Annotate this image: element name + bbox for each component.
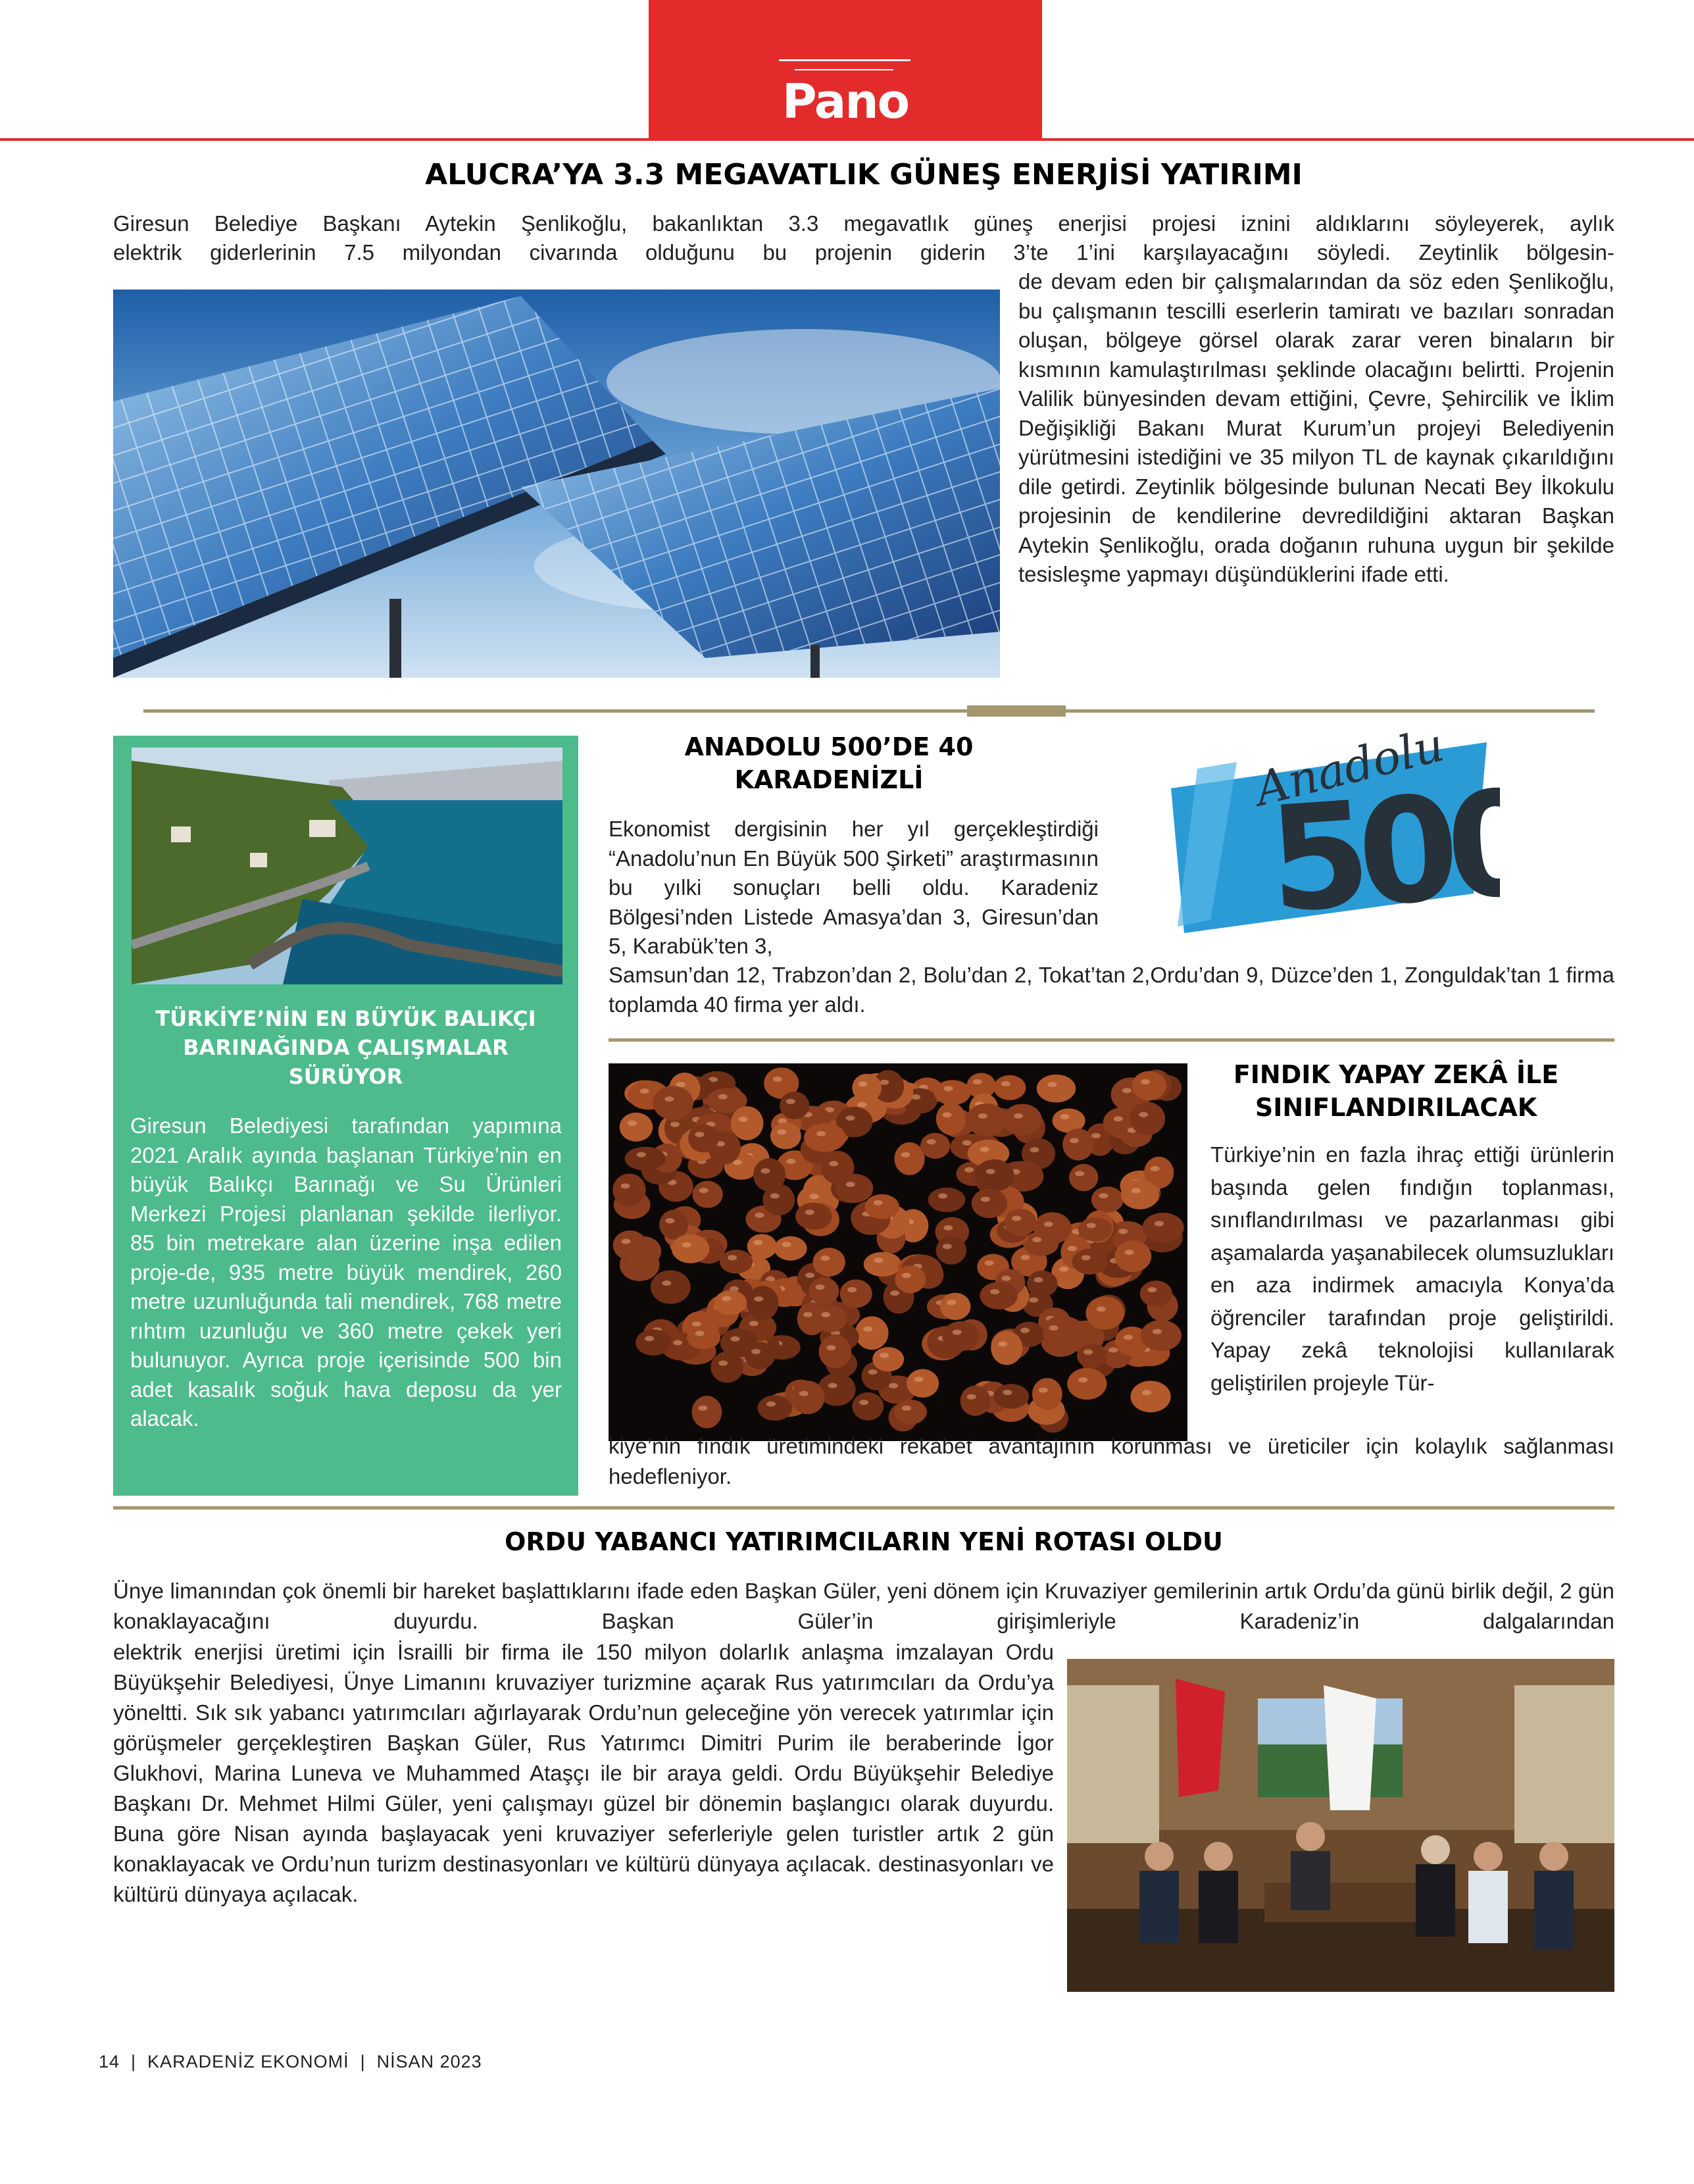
article1-title: ALUCRA’YA 3.3 MEGAVATLIK GÜNEŞ ENERJİSİ YATIRIMI	[425, 158, 1303, 191]
article3-title	[609, 730, 1049, 796]
hazelnut-shape	[620, 1113, 653, 1142]
hazelnut-highlight	[728, 1255, 737, 1260]
hazelnut-highlight	[821, 1312, 830, 1317]
hazelnut-highlight	[967, 1394, 976, 1400]
article2-body: Giresun Belediyesi tarafından yapımına 2021 Aralık ayında başlanan Türkiye’nin en büyük Balıkçı Barınağı ve Su Ürünleri Merkezi Projesi planlanan şekilde ilerliyor. 85 bin metrekare alan üzerine inşa edilen proje-de, 935 metre büyük mendirek, 260 metre uzunluğunda tali mendirek, 768 metre rıhtım uzunluğu ve 360 metre çekek yeri bulunuyor. Ayrıca proje içerisinde 500 bin adet kasalık soğuk hava deposu da yer alacak.	[130, 1113, 562, 1431]
hazelnut-highlight	[943, 1112, 952, 1117]
hazelnut-highlight	[981, 1197, 990, 1202]
hazelnut-highlight	[749, 1321, 759, 1326]
hazelnut-highlight	[1075, 1171, 1084, 1177]
hazelnut-shape	[1027, 1271, 1058, 1297]
article2-title	[113, 1004, 578, 1091]
hazelnut-highlight	[628, 1121, 637, 1126]
hazelnut-highlight	[755, 1213, 764, 1218]
hazelnut-highlight	[805, 1209, 814, 1215]
hazelnut-shape	[1141, 1320, 1182, 1351]
hazelnut-shape	[907, 1369, 939, 1398]
hazelnut-highlight	[1122, 1088, 1132, 1093]
hazelnut-highlight	[637, 1152, 646, 1157]
article4-body-narrow: Türkiye’nin en fazla ihraç ettiği ürünlerin başında gelen fındığın toplanması, sınıflandırılması ve pazarlanması gibi aşamalarda yaşanabilecek olumsuzlukları en aza indirmek amacıyla Konya’da öğrenciler tarafından proje geliştirildi. Yapay zekâ teknolojisi kullanılarak geliştirilen projeyle Tür-	[1210, 1142, 1614, 1395]
hazelnut-highlight	[670, 1122, 680, 1127]
hazelnut-shape	[895, 1265, 926, 1293]
hazelnut-highlight	[1001, 1081, 1010, 1086]
hazelnut-shape	[688, 1125, 718, 1153]
hazelnut-highlight	[890, 1290, 899, 1296]
hazelnut-highlight	[874, 1200, 883, 1206]
hazelnut-highlight	[761, 1168, 770, 1173]
hazelnut-shape	[1003, 1104, 1041, 1136]
hazelnut-highlight	[1029, 1298, 1038, 1303]
logo-script: Anadolu	[1249, 729, 1449, 817]
hazelnut-shape	[1062, 1129, 1093, 1160]
hazelnut-highlight	[880, 1080, 889, 1085]
hazelnut-shape	[809, 1277, 839, 1305]
hazelnut-highlight	[621, 1183, 630, 1188]
hazelnut-shape	[936, 1236, 966, 1265]
hazelnut-shape	[1032, 1378, 1062, 1410]
hazelnut-highlight	[962, 1140, 972, 1146]
hazelnut-shape	[1067, 1368, 1107, 1400]
hazelnut-highlight	[1060, 1114, 1070, 1119]
hazelnut-highlight	[943, 1225, 953, 1231]
hazelnut-highlight	[1078, 1377, 1087, 1383]
hazelnut-highlight	[880, 1353, 889, 1358]
hazelnut-highlight	[868, 1369, 878, 1375]
hazelnut-shape	[966, 1104, 1007, 1136]
hazelnut-highlight	[698, 1406, 707, 1411]
hazelnut-shape	[1069, 1164, 1098, 1191]
hazelnut-highlight	[805, 1273, 814, 1278]
hazelnut-highlight	[829, 1161, 838, 1166]
hazelnut-highlight	[889, 1383, 898, 1388]
hazelnut-shape	[993, 1384, 1029, 1409]
hazelnut-shape	[625, 1147, 666, 1171]
hazelnut-highlight	[1044, 1221, 1053, 1227]
hazelnut-shape	[1130, 1381, 1170, 1412]
hazelnut-shape	[613, 1231, 647, 1260]
hazelnut-highlight	[859, 1400, 868, 1405]
header-rule	[0, 138, 1694, 141]
hazelnut-shape	[852, 1074, 882, 1102]
article3-title-line1: ANADOLU 500’DE 40	[684, 732, 974, 761]
hazelnut-highlight	[947, 1300, 956, 1305]
hazelnut-shape	[653, 1086, 693, 1119]
hazelnut-shape	[651, 1270, 691, 1304]
hazelnut-highlight	[1141, 1079, 1150, 1084]
article2-title-line1: TÜRKİYE’NİN EN BÜYÜK BALIKÇI	[155, 1006, 536, 1031]
hazelnut-highlight	[914, 1377, 924, 1382]
hazelnut-highlight	[1012, 1215, 1021, 1221]
hazelnut-highlight	[1124, 1250, 1133, 1255]
hazelnut-shape	[1072, 1249, 1108, 1275]
hazelnut-shape	[770, 1123, 801, 1150]
hazelnut-shape	[1114, 1240, 1151, 1272]
article5-title: ORDU YABANCI YATIRIMCILARIN YENİ ROTASI OLDU	[505, 1527, 1223, 1556]
fishing-harbor-photo	[132, 748, 562, 984]
hazelnut-highlight	[1084, 1350, 1093, 1355]
hazelnut-shape	[720, 1250, 753, 1273]
hazelnut-highlight	[1082, 1255, 1091, 1260]
hazelnut-highlight	[799, 1391, 809, 1396]
hazelnut-shape	[894, 1400, 927, 1425]
hazelnut-highlight	[640, 1088, 649, 1094]
hazelnut-highlight	[1132, 1188, 1141, 1193]
article1-intro-line1: Giresun Belediye Başkanı Aytekin Şenlikoğlu, bakanlıktan 3.3 megavatlık güneş enerjisi projesi iznini aldıklarını söyleyerek, aylık	[113, 211, 1614, 236]
hazelnut-highlight	[986, 1169, 995, 1174]
hazelnut-highlight	[753, 1240, 762, 1245]
page-footer: 14 | KARADENİZ EKONOMİ | NİSAN 2023	[99, 2052, 482, 2071]
article4-title-line1: FINDIK YAPAY ZEKÂ İLE	[1233, 1060, 1559, 1089]
hazelnut-highlight	[828, 1383, 837, 1388]
article4-title-line2: SINIFLANDIRILACAK	[1255, 1093, 1537, 1122]
hazelnut-shape	[635, 1329, 671, 1356]
hazelnut-highlight	[998, 1341, 1007, 1346]
hazelnut-highlight	[938, 1193, 947, 1198]
hazelnut-shape	[1037, 1075, 1076, 1103]
hazelnut-highlight	[846, 1182, 855, 1187]
hazelnut-shape	[714, 1290, 747, 1315]
hazelnut-highlight	[621, 1238, 630, 1244]
hazelnut-shape	[1143, 1213, 1184, 1242]
hazelnut-shape	[934, 1080, 971, 1105]
hazelnut-highlight	[695, 1331, 705, 1336]
hazelnut-highlight	[1142, 1390, 1151, 1395]
hazelnut-shape	[747, 1234, 777, 1259]
hazelnut-highlight	[1003, 1390, 1012, 1395]
anadolu-500-logo	[1158, 729, 1500, 946]
hazelnut-highlight	[826, 1345, 835, 1350]
section-divider	[143, 709, 1595, 713]
hazelnut-highlight	[803, 1312, 812, 1317]
hazelnut-shape	[795, 1203, 832, 1230]
hazelnut-shape	[855, 1316, 889, 1350]
hazelnut-shape	[753, 1158, 785, 1192]
hazelnut-shape	[812, 1305, 847, 1333]
hazelnut-shape	[1121, 1180, 1159, 1209]
hazelnut-shape	[672, 1234, 709, 1263]
hazelnut-shape	[819, 1335, 851, 1369]
hazelnut-highlight	[1153, 1329, 1162, 1334]
hazelnut-highlight	[990, 1289, 999, 1294]
hazelnut-shape	[1091, 1186, 1124, 1213]
hazelnut-highlight	[1147, 1287, 1157, 1292]
tab-rule	[779, 59, 910, 61]
hazelnut-shape	[1140, 1281, 1172, 1307]
hazelnut-highlight	[1087, 1223, 1096, 1228]
hazelnut-highlight	[820, 1256, 830, 1261]
hazelnut-shape	[975, 1159, 1014, 1192]
hazelnut-highlight	[766, 1402, 776, 1407]
hazelnut-highlight	[953, 1330, 962, 1335]
hazelnut-highlight	[645, 1336, 654, 1341]
hazelnut-shape	[852, 1392, 884, 1421]
hazelnut-shape	[1043, 1317, 1072, 1347]
hazelnut-highlight	[1002, 1276, 1011, 1281]
hazelnut-highlight	[1151, 1166, 1160, 1171]
hazelnut-shape	[991, 1331, 1022, 1365]
hazelnut-highlight	[980, 1147, 989, 1152]
hazelnut-highlight	[816, 1131, 826, 1136]
hazelnut-shape	[1086, 1296, 1124, 1330]
hazelnut-highlight	[1020, 1328, 1030, 1333]
hazelnut-shape	[928, 1188, 966, 1212]
hazelnut-highlight	[809, 1194, 818, 1199]
hazelnut-shape	[872, 1347, 904, 1371]
hazelnut-highlight	[874, 1257, 884, 1263]
hazelnut-highlight	[673, 1340, 682, 1345]
hazelnut-shape	[774, 1236, 807, 1261]
hazelnut-highlight	[664, 1096, 674, 1102]
hazelnut-shape	[895, 1142, 925, 1175]
hazelnut-shape	[745, 1342, 776, 1369]
hazelnut-highlight	[943, 1244, 952, 1249]
hazelnut-shape	[993, 1075, 1026, 1100]
hazelnut-highlight	[786, 1159, 795, 1164]
hazelnut-highlight	[863, 1327, 872, 1332]
hazelnut-highlight	[1049, 1325, 1059, 1331]
hazelnut-shape	[1005, 1209, 1037, 1236]
hazelnut-highlight	[1091, 1133, 1101, 1138]
hazelnut-highlight	[973, 1079, 982, 1084]
article3-body-narrow: Ekonomist dergisinin her yıl gerçekleştirdiği “Anadolu’nun En Büyük 500 Şirketi” araştırmasının bu yılki sonuçları belli oldu. Karadeniz Bölgesi’nden Listede Amasya’dan 3, Giresun’dan 5, Karabük’ten 3,	[609, 817, 1099, 958]
hazelnut-highlight	[739, 1117, 748, 1122]
hazelnut-shape	[731, 1106, 763, 1140]
hazelnut-highlight	[859, 1081, 868, 1086]
divider-accent	[967, 705, 1066, 717]
hazelnut-highlight	[978, 1113, 987, 1119]
hazelnut-highlight	[695, 1132, 704, 1137]
hazelnut-highlight	[1014, 1113, 1023, 1119]
tab-rule	[795, 69, 893, 70]
hazelnut-highlight	[1030, 1147, 1039, 1152]
hazelnut-shape	[980, 1282, 1017, 1309]
section-divider	[113, 1506, 1614, 1510]
article4-title	[1178, 1058, 1614, 1124]
hazelnut-highlight	[1139, 1112, 1148, 1117]
hazelnut-highlight	[665, 1218, 674, 1223]
article1-side-text: de devam eden bir çalışmalarından da söz eden Şenlikoğlu, bu çalışmanın tescilli eserlerin tamiratı ve bazıları sonradan oluşan, bölgeye görsel olarak zarar veren binaların bir kısmının kamulaştırılması şeklinde olacağını belirtti. Projenin Valilik bünyesinden devam ettiğini, Çevre, Şehircilik ve İklim Değişikliği Bakanı Murat Kurum’un projeyi Belediyenin yürütmesini istediğini ve 35 milyon TL de kaynak çıkarıldığını dile getirdi. Zeytinlik bölgesinde bulunan Necati Bey İlkokulu projesinin de kendilerine devredildiğini aktaran Başkan Aytekin Şenlikoğlu, orada doğanın ruhuna uygun bir şekilde tesisleşme yapmayı düşündüklerini ifade etti.	[1018, 269, 1614, 586]
article3-title-line2: KARADENİZLİ	[734, 765, 924, 794]
section-divider	[609, 1038, 1614, 1042]
hazelnut-highlight	[1034, 1277, 1043, 1282]
hazelnut-highlight	[847, 1287, 857, 1292]
hazelnut-shape	[942, 1321, 980, 1351]
hazelnut-highlight	[964, 1167, 974, 1173]
hazelnut-highlight	[1032, 1237, 1041, 1242]
hazelnut-highlight	[902, 1273, 911, 1278]
hazelnut-shape	[813, 1248, 845, 1277]
hazelnut-highlight	[730, 1336, 739, 1342]
hazelnut-shape	[972, 1188, 1007, 1218]
hazelnut-highlight	[718, 1094, 728, 1100]
hazelnut-shape	[780, 1092, 809, 1119]
hazelnut-shape	[747, 1286, 778, 1320]
logo-number: 500	[1263, 758, 1500, 945]
hazelnut-shape	[1077, 1344, 1107, 1367]
hazelnut-highlight	[1070, 1138, 1079, 1143]
hazelnut-shape	[791, 1381, 825, 1414]
hazelnut-highlight	[751, 1349, 760, 1354]
hazelnut-shape	[692, 1181, 722, 1208]
hazelnut-highlight	[1118, 1229, 1128, 1234]
hazelnut-shape	[920, 1133, 950, 1159]
section-label: Pano	[782, 74, 909, 129]
section-tab	[649, 0, 1042, 140]
hazelnut-shape	[940, 1293, 970, 1321]
hazelnut-shape	[804, 1123, 846, 1152]
hazelnut-photo	[609, 1063, 1187, 1441]
hazelnut-highlight	[782, 1242, 791, 1247]
hazelnut-highlight	[1047, 1082, 1057, 1087]
hazelnut-highlight	[1124, 1334, 1133, 1340]
article5-body: elektrik enerjisi üretimi için İsrailli bir firma ile 150 milyon dolarlık anlaşma imzalayan Ordu Büyükşehir Belediyesi, Ünye Limanını kruvaziyer turizmine açarak Rus yatırımcıları da Ordu’ya yöneltti. Sık sık yabancı yatırımcıları ağırlayarak Ordu’nun geleceğine yön verecek yatırımlar için görüşmeler gerçekleştiren Başkan Güler, Rus Yatırımcı Dimitri Purim ile beraberinde İgor Glukhovi, Marina Luneva ve Muhammed Ataşçı ile bir araya geldi. Ordu Büyükşehir Belediye Başkanı Dr. Mehmet Hilmi Güler, yeni çalışmayı güzel bir dönemin başlangıcı olarak duyurdu. Buna göre Nisan ayında başlayacak yeni kruvaziyer seferleriyle gelen turistler artık 2 gün konaklayacak ve Ordu’nun turizm destinasyonları ve kültürü dünyaya açılacak. destinasyonları ve kültürü dünyaya açılacak.	[113, 1640, 1054, 1906]
hazelnut-highlight	[1039, 1388, 1048, 1393]
hazelnut-highlight	[773, 1077, 782, 1082]
hazelnut-highlight	[770, 1193, 780, 1198]
hazelnut-highlight	[944, 1086, 953, 1091]
hazelnut-highlight	[1099, 1193, 1108, 1198]
hazelnut-shape	[1078, 1217, 1112, 1241]
hazelnut-shape	[936, 1103, 966, 1135]
hazelnut-highlight	[662, 1281, 671, 1286]
hazelnut-shape	[865, 1194, 899, 1219]
hazelnut-highlight	[815, 1284, 824, 1290]
hazelnut-highlight	[1114, 1116, 1123, 1121]
hazelnut-highlight	[846, 1115, 855, 1121]
hazelnut-highlight	[901, 1152, 910, 1157]
solar-panels-photo	[113, 290, 1000, 678]
article3-body-wide: Samsun’dan 12, Trabzon’dan 2, Bolu’dan 2, Tokat’tan 2,Ordu’dan 9, Düzce’den 1, Zonguldak’tan 1 firma toplamda 40 firma yer aldı.	[609, 963, 1614, 1017]
hazelnut-highlight	[754, 1296, 763, 1302]
hazelnut-highlight	[718, 1361, 728, 1366]
hazelnut-highlight	[985, 1260, 994, 1265]
hazelnut-highlight	[1155, 1221, 1164, 1227]
article2-title-line3: SÜRÜYOR	[288, 1064, 403, 1089]
hazelnut-highlight	[1059, 1267, 1068, 1272]
hazelnut-shape	[692, 1396, 722, 1428]
hazelnut-shape	[960, 1386, 991, 1416]
hazelnut-highlight	[1097, 1306, 1106, 1311]
hazelnut-shape	[1132, 1071, 1166, 1101]
hazelnut-shape	[864, 1252, 902, 1277]
hazelnut-shape	[835, 1174, 873, 1203]
meeting-photo	[1067, 1659, 1614, 1992]
hazelnut-highlight	[699, 1188, 709, 1193]
hazelnut-highlight	[1068, 1246, 1077, 1251]
hazelnut-highlight	[722, 1296, 731, 1301]
hazelnut-shape	[840, 1279, 872, 1308]
article1-intro-line2: elektrik giderlerinin 7.5 milyondan civarında olduğunu bu projenin giderin 3’te 1’ini karşılayacağını söyledi. Zeytinlik bölgesin-	[113, 240, 1614, 265]
hazelnut-highlight	[676, 1082, 685, 1087]
hazelnut-shape	[1130, 1102, 1165, 1135]
article2-title-line2: BARINAĞINDA ÇALIŞMALAR	[183, 1035, 509, 1060]
hazelnut-highlight	[927, 1139, 936, 1144]
article4-body-wide: kiye’nin fındık üretimindeki rekabet avantajının korunması ve üreticiler için kolaylık sağlanması hedefleniyor.	[609, 1434, 1614, 1488]
hazelnut-shape	[687, 1325, 720, 1349]
hazelnut-highlight	[777, 1129, 786, 1134]
hazelnut-highlight	[682, 1242, 691, 1248]
hazelnut-shape	[612, 1174, 645, 1206]
hazelnut-highlight	[786, 1099, 795, 1104]
hazelnut-highlight	[1109, 1348, 1118, 1353]
hazelnut-highlight	[902, 1406, 911, 1411]
hazelnut-highlight	[1020, 1255, 1030, 1260]
article5-intro: Ünye limanından çok önemli bir hareket başlattıklarını ifade eden Başkan Güler, yeni dönem için Kruvaziyer gemilerinin artık Ordu’da günü birlik değil, 2 gün konaklayacağını duyurdu. Başkan Güler’in girişimleriyle Karadeniz’in dalgalarından	[113, 1579, 1614, 1633]
